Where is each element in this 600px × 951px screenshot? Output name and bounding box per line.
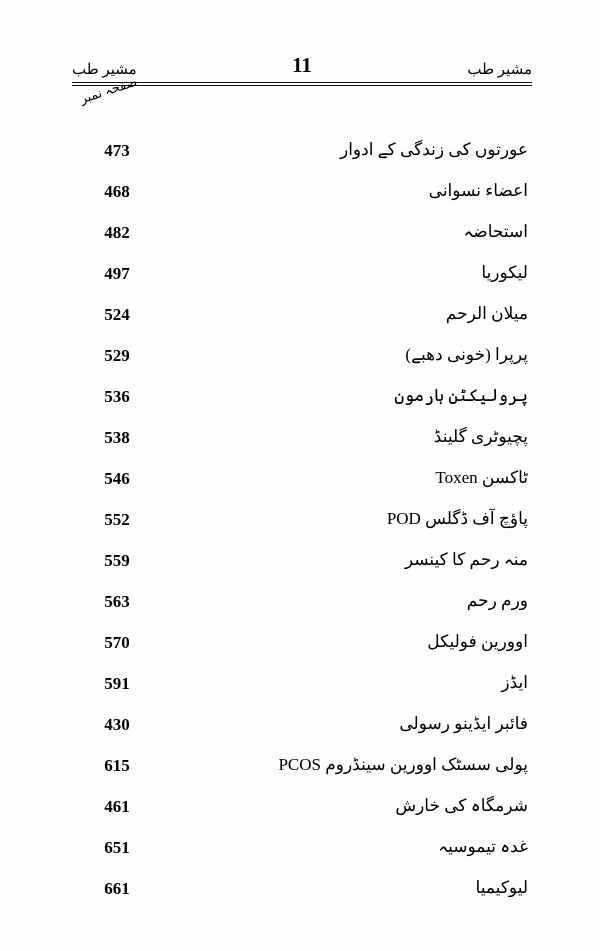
entry-title: پاؤچ آف ڈگلس POD bbox=[386, 509, 528, 529]
entry-page-number: 482 bbox=[104, 222, 130, 242]
table-row[interactable] bbox=[72, 540, 532, 581]
entry-page-number: 591 bbox=[104, 673, 130, 693]
table-row[interactable] bbox=[72, 622, 532, 663]
table-row[interactable] bbox=[72, 499, 532, 540]
entry-page-number: 473 bbox=[104, 140, 130, 160]
header-right-text: مشیر طب bbox=[467, 61, 532, 78]
entry-title: غدہ تیموسیہ bbox=[438, 837, 528, 857]
table-row[interactable] bbox=[72, 294, 532, 335]
entry-page-number: 529 bbox=[104, 345, 130, 365]
entry-page-number: 524 bbox=[104, 304, 130, 324]
table-row[interactable] bbox=[72, 868, 532, 909]
entry-title: پرولیکٹن ہارمون bbox=[394, 386, 528, 406]
table-row[interactable] bbox=[72, 458, 532, 499]
entry-title: استحاضہ bbox=[463, 222, 528, 242]
entry-page-number: 497 bbox=[104, 263, 130, 283]
entry-title: ٹاکسن Toxen bbox=[435, 468, 528, 488]
page-number-column-caption: صفحہ نمبر bbox=[78, 73, 139, 107]
table-row[interactable] bbox=[72, 171, 532, 212]
table-row[interactable] bbox=[72, 417, 532, 458]
entry-page-number: 559 bbox=[104, 550, 130, 570]
entry-page-number: 563 bbox=[104, 591, 130, 611]
entry-page-number: 536 bbox=[104, 386, 130, 406]
table-row[interactable] bbox=[72, 704, 532, 745]
entry-title: اعضاء نسوانی bbox=[428, 181, 528, 201]
table-row[interactable] bbox=[72, 212, 532, 253]
entry-title: فائبر ایڈینو رسولی bbox=[399, 714, 528, 734]
entry-title: پولی سسٹک اوورین سینڈروم PCOS bbox=[278, 755, 528, 775]
entry-title: منہ رحم کا کینسر bbox=[404, 550, 528, 570]
entry-page-number: 661 bbox=[104, 878, 130, 898]
entry-title: لیوکیمیا bbox=[475, 878, 528, 898]
header-divider-secondary bbox=[72, 85, 532, 86]
table-row[interactable] bbox=[72, 786, 532, 827]
entry-title: پرپرا (خونی دھبے) bbox=[405, 345, 528, 365]
table-row[interactable] bbox=[72, 130, 532, 171]
entry-title: لیکوریا bbox=[481, 263, 528, 283]
entry-page-number: 468 bbox=[104, 181, 130, 201]
header-left-text: مشیر طب bbox=[72, 61, 137, 78]
table-row[interactable] bbox=[72, 663, 532, 704]
table-row[interactable] bbox=[72, 827, 532, 868]
table-row[interactable] bbox=[72, 581, 532, 622]
table-row[interactable] bbox=[72, 253, 532, 294]
header-divider bbox=[72, 82, 532, 83]
table-row[interactable] bbox=[72, 376, 532, 417]
entry-page-number: 552 bbox=[104, 509, 130, 529]
table-row[interactable] bbox=[72, 335, 532, 376]
entry-page-number: 615 bbox=[104, 755, 130, 775]
entry-title: ورم رحم bbox=[466, 591, 528, 611]
table-row[interactable] bbox=[72, 745, 532, 786]
entry-page-number: 651 bbox=[104, 837, 130, 857]
entry-title: عورتوں کی زندگی کے ادوار bbox=[339, 140, 528, 160]
page-number: 11 bbox=[292, 53, 312, 77]
entry-page-number: 538 bbox=[104, 427, 130, 447]
table-of-contents bbox=[72, 130, 532, 909]
entry-page-number: 570 bbox=[104, 632, 130, 652]
entry-title: میلان الرحم bbox=[445, 304, 528, 324]
entry-title: شرمگاہ کی خارش bbox=[395, 796, 528, 816]
entry-title: پچیوٹری گلینڈ bbox=[433, 427, 528, 447]
entry-page-number: 461 bbox=[104, 796, 130, 816]
page-header bbox=[72, 48, 532, 84]
entry-page-number: 430 bbox=[104, 714, 130, 734]
entry-title: اوورین فولیکل bbox=[427, 632, 528, 652]
entry-page-number: 546 bbox=[104, 468, 130, 488]
entry-title: ایڈز bbox=[501, 673, 528, 693]
